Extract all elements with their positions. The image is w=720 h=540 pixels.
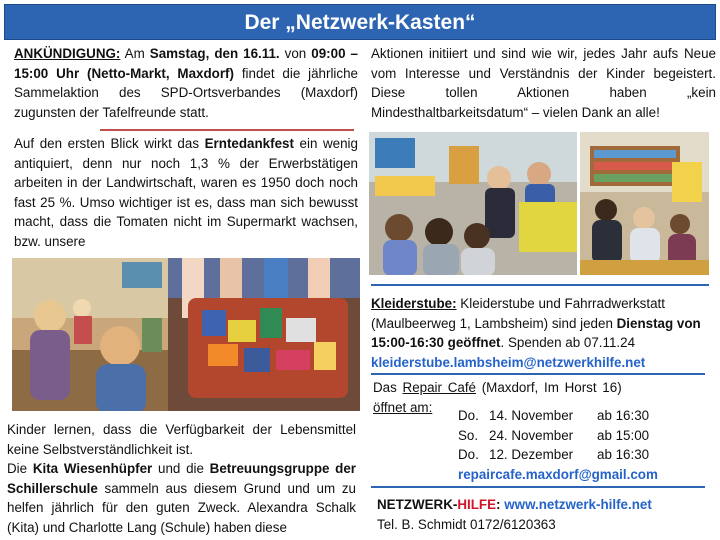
- kleiderstube-paragraph: [371, 294, 713, 372]
- footer-brand-hilfe: HILFE: [457, 497, 497, 512]
- actions-continued-paragraph: Aktionen initiiert und sind wie wir, jedes Jahr aufs Neue vom Interesse und Verständnis der Kinder begeistert. Diese tollen Aktionen haben „kein Mindesthaltbarkeitsdatum“ – vielen Dank an alle!: [371, 46, 716, 120]
- footer-phone: Tel. B. Schmidt 0172/6120363: [377, 517, 556, 532]
- repair-schedule: [458, 406, 658, 484]
- photo-reading-corner-image: [580, 132, 709, 275]
- page-title: Der „Netzwerk-Kasten“: [4, 4, 716, 40]
- repair-cafe-email-link[interactable]: repaircafe.maxdorf@gmail.com: [458, 466, 658, 482]
- photo-children-table-image: [12, 258, 168, 411]
- photo-children-table: [12, 258, 168, 411]
- announcement-label: ANKÜNDIGUNG:: [14, 46, 121, 61]
- announcement-text-b: von: [279, 46, 312, 61]
- schedule-date: 24. November: [489, 427, 574, 443]
- harvest-text-b: ein wenig antiquiert, denn nur noch 1,3 % der Erwerbstätigen arbeiten in der Landwirtschaft, waren es 1950 doch noch fast 25 %. Umso wichtiger ist es, dass man sich bewusst macht, dass die Tomaten nicht im Supermarkt wachsen, bzw. unsere: [14, 136, 358, 249]
- kleiderstube-hours: Dienstag von 15:00-16:30 geöffnet: [371, 315, 701, 351]
- divider-left-1: [100, 129, 354, 131]
- announcement-paragraph: [14, 44, 358, 122]
- footer-brand-netzwerk: NETZWERK-: [377, 497, 458, 512]
- schedule-day: So.: [458, 427, 479, 443]
- kleiderstube-label: Kleiderstube:: [371, 296, 457, 311]
- repair-open-label: öffnet am:: [373, 400, 433, 415]
- photo-donation-pile: [168, 258, 360, 411]
- kita-paragraph: [7, 459, 356, 537]
- kita-text-c: sammeln aus diesem Grund und um zu helfen jährlich für den guten Zweck. Alexandra Schalk (Kita) und Charlotte Lang (Schule) haben diese: [7, 480, 356, 535]
- harvest-text-a: Auf den ersten Blick wirkt das: [14, 136, 205, 151]
- announcement-date: Samstag, den 16.11.: [149, 46, 280, 61]
- photo-donation-pile-image: [168, 258, 360, 411]
- kita-name: Kita Wiesenhüpfer: [32, 461, 153, 476]
- announcement-text-a: Am: [120, 46, 150, 61]
- school-group-name: Betreuungsgruppe der Schillerschule: [7, 461, 357, 496]
- schedule-date: 12. Dezember: [489, 447, 574, 463]
- kleiderstube-email-link[interactable]: kleiderstube.lambsheim@netzwerkhilfe.net: [371, 354, 646, 370]
- repair-cafe-name: Repair Café: [402, 380, 476, 395]
- schedule-time: ab 16:30: [597, 447, 650, 463]
- photo-reading-corner: [580, 132, 709, 275]
- schedule-date: 14. November: [489, 408, 574, 423]
- schedule-day: Do.: [458, 408, 479, 423]
- divider-right-2: [371, 373, 705, 375]
- divider-right-1: [371, 284, 709, 286]
- schedule-time: ab 16:30: [597, 408, 650, 423]
- schedule-row: [458, 445, 658, 465]
- repair-title-b: (Maxdorf, Im Horst 16): [476, 380, 622, 395]
- schedule-time: ab 15:00: [597, 427, 650, 443]
- children-learn-paragraph: Kinder lernen, dass die Verfügbarkeit der Lebensmittel keine Selbstverständlichkeit ist.: [7, 422, 356, 457]
- kleiderstube-text-a: Kleiderstube und Fahrradwerkstatt (Maulbeerweg 1, Lambsheim) sind jeden: [371, 296, 665, 331]
- schedule-row: [458, 406, 658, 426]
- footer-brand-line: [377, 495, 707, 515]
- schedule-day: Do.: [458, 447, 479, 463]
- kita-text-a: Die: [7, 461, 33, 476]
- photo-classroom: [369, 132, 577, 275]
- announcement-text-c: findet die jährliche Sammelaktion des SPD-Ortsverbandes (Maxdorf) zugunsten der Tafelfreunde statt.: [14, 65, 358, 120]
- footer-brand-colon: :: [496, 497, 501, 512]
- kita-text-b: und die: [152, 461, 210, 476]
- kleiderstube-text-b: . Spenden ab 07.11.24: [500, 335, 636, 351]
- announcement-time: 09:00 – 15:00 Uhr (Netto-Markt, Maxdorf): [14, 46, 358, 81]
- repair-title-a: Das: [373, 380, 403, 395]
- divider-right-3: [371, 486, 705, 488]
- harvest-festival-term: Erntedankfest: [204, 136, 294, 151]
- footer-website-link[interactable]: www.netzwerk-hilfe.net: [504, 497, 652, 512]
- repair-cafe-heading: [373, 378, 673, 398]
- harvest-paragraph: [14, 134, 358, 252]
- photo-classroom-image: [369, 132, 577, 275]
- schedule-row: [458, 426, 658, 446]
